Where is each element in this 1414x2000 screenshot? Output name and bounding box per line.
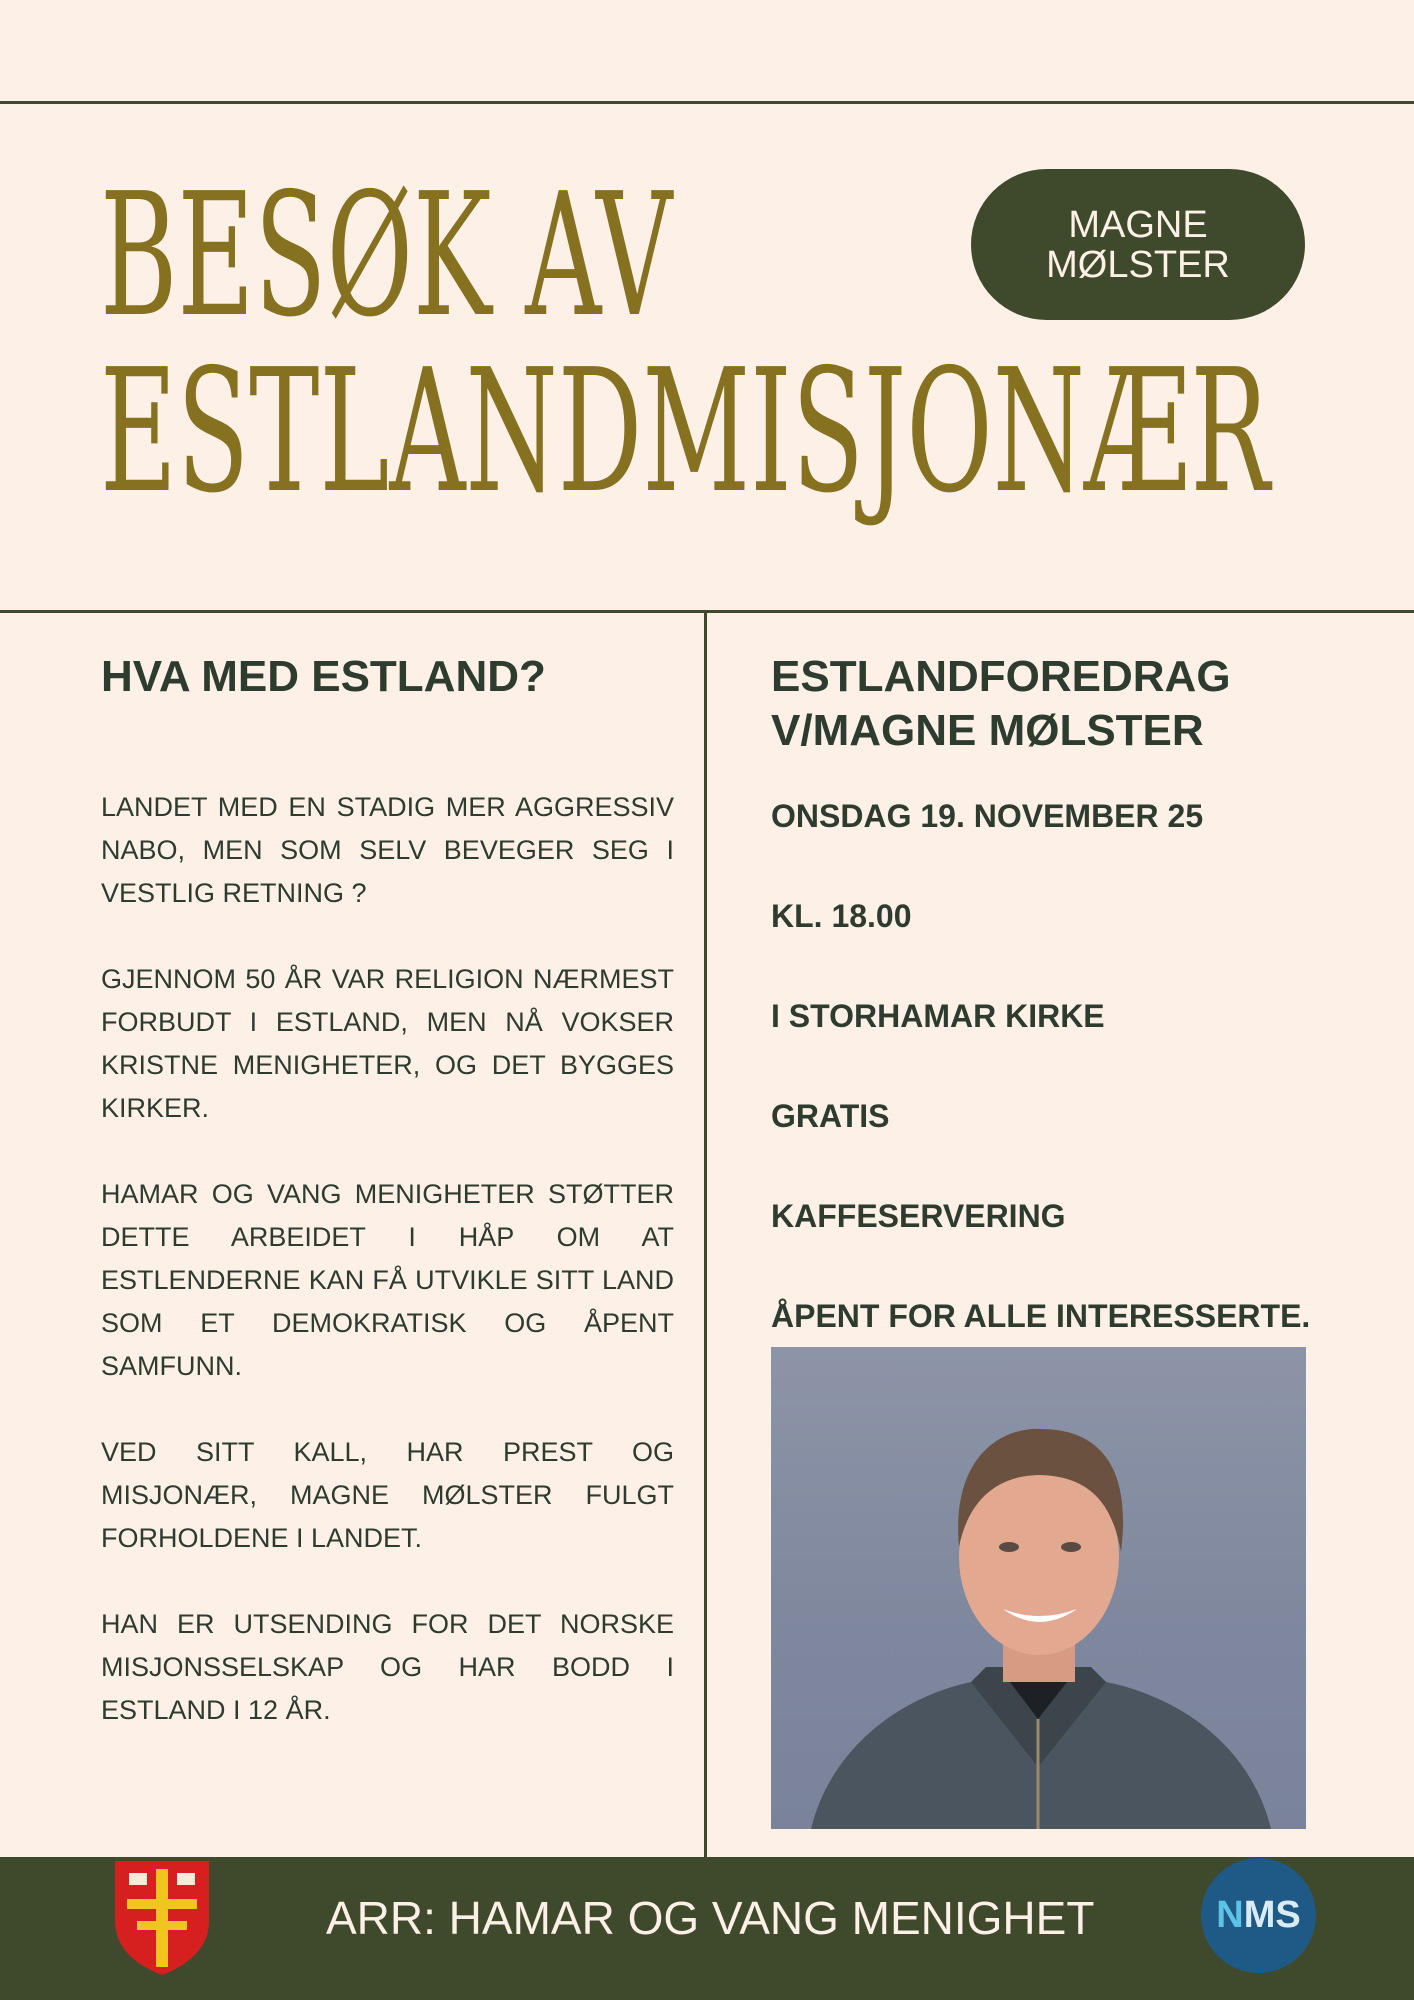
church-crest-icon: [113, 1859, 211, 1977]
nms-logo-letter-n: N: [1216, 1894, 1244, 1936]
column-divider: [704, 613, 707, 1857]
event-refreshments: KAFFESERVERING: [771, 1198, 1066, 1234]
event-location: I STORHAMAR KIRKE: [771, 998, 1105, 1034]
event-heading-line-2: V/MAGNE MØLSTER: [771, 706, 1204, 755]
speaker-last-name: MØLSTER: [1046, 243, 1230, 286]
nms-logo-icon: [1201, 1858, 1316, 1973]
header-divider: [0, 610, 1414, 613]
paragraph: HAMAR OG VANG MENIGHETER STØTTER DETTE ARBEIDET I HÅP OM AT ESTLENDERNE KAN FÅ UTVIKLE SITT LAND SOM ET DEMOKRATISK OG ÅPENT SAMFUNN.: [101, 1179, 674, 1381]
speaker-name-badge: [971, 169, 1305, 320]
left-paragraphs: [101, 786, 674, 1732]
event-time: KL. 18.00: [771, 898, 912, 934]
organizer-text: ARR: HAMAR OG VANG MENIGHET: [326, 1892, 1095, 1944]
paragraph: GJENNOM 50 ÅR VAR RELIGION NÆRMEST FORBUDT I ESTLAND, MEN NÅ VOKSER KRISTNE MENIGHETER, OG DET BYGGES KIRKER.: [101, 964, 674, 1123]
paragraph: HAN ER UTSENDING FOR DET NORSKE MISJONSSELSKAP OG HAR BODD I ESTLAND I 12 ÅR.: [101, 1609, 674, 1725]
speaker-photo: [771, 1347, 1306, 1829]
right-column: [771, 650, 1351, 1334]
event-date: ONSDAG 19. NOVEMBER 25: [771, 798, 1204, 834]
event-heading-line-1: ESTLANDFOREDRAG: [771, 652, 1231, 701]
nms-logo-letters: MS: [1243, 1894, 1301, 1936]
event-heading: [771, 650, 1351, 758]
event-price: GRATIS: [771, 1098, 890, 1134]
paragraph: VED SITT KALL, HAR PREST OG MISJONÆR, MAGNE MØLSTER FULGT FORHOLDENE I LANDET.: [101, 1437, 674, 1553]
title-line-2: ESTLANDMISJONÆR: [100, 333, 1270, 531]
top-divider: [0, 101, 1414, 104]
event-audience: ÅPENT FOR ALLE INTERESSERTE.: [771, 1298, 1311, 1334]
left-heading: HVA MED ESTLAND?: [101, 652, 546, 701]
speaker-first-name: MAGNE: [1068, 203, 1208, 246]
title-line-1: BESØK AV: [100, 157, 673, 355]
speaker-portrait-illustration: [771, 1347, 1306, 1829]
left-column: [101, 650, 674, 1775]
paragraph: LANDET MED EN STADIG MER AGGRESSIV NABO, MEN SOM SELV BEVEGER SEG I VESTLIG RETNING ?: [101, 792, 674, 908]
